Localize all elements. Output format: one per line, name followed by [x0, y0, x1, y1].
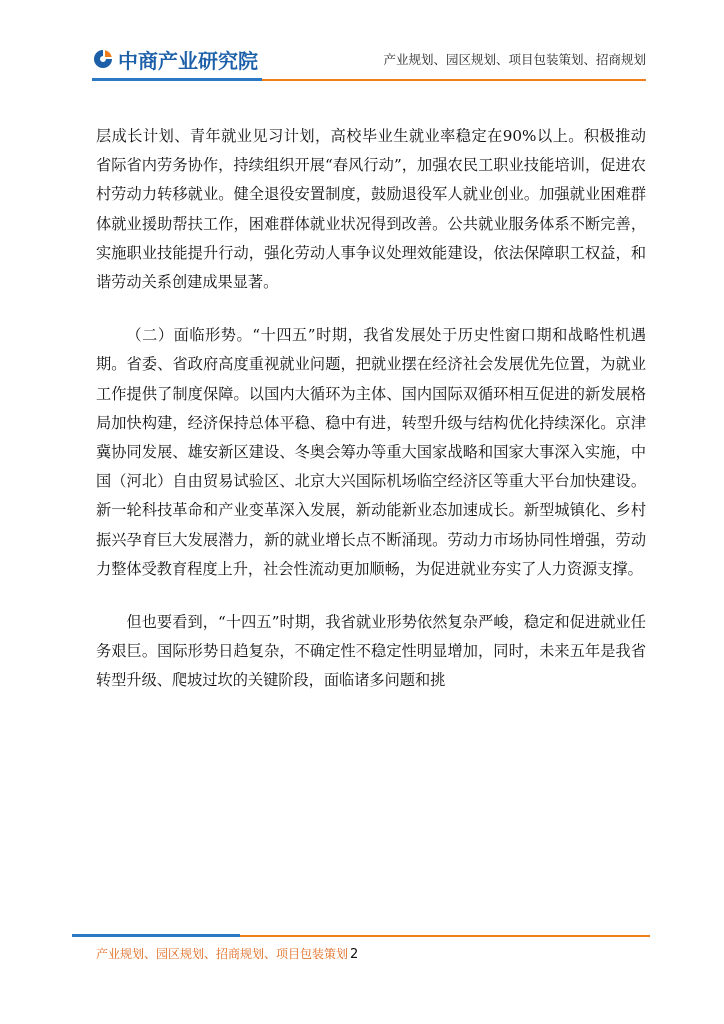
- page-header: [0, 0, 724, 90]
- paragraph-2: （二）面临形势。“十四五”时期，我省发展处于历史性窗口期和战略性机遇期。省委、省政府高度重视就业问题，把就业摆在经济社会发展优先位置，为就业工作提供了制度保障。以国内大循环为主体、国内国际双循环相互促进的新发展格局加快构建，经济保持总体平稳、稳中有进，转型升级与结构优化持续深化。京津冀协同发展、雄安新区建设、冬奥会筹办等重大国家战略和国家大事深入实施，中国（河北）自由贸易试验区、北京大兴国际机场临空经济区等重大平台加快建设。新一轮科技革命和产业变革深入发展，新动能新业态加速成长。新型城镇化、乡村振兴孕育巨大发展潜力，新的就业增长点不断涌现。劳动力市场协同性增强，劳动力整体受教育程度上升，社会性流动更加顺畅，为促进就业夯实了人力资源支撑。: [96, 326, 646, 578]
- page-footer: [96, 945, 358, 962]
- footer-rule-orange: [240, 935, 650, 937]
- footer-rule-blue: [72, 934, 240, 937]
- page-number: 2: [350, 947, 359, 962]
- header-rule-blue: [92, 78, 262, 81]
- document-body: [96, 122, 646, 720]
- header-tagline: 产业规划、园区规划、项目包装策划、招商规划: [383, 52, 646, 67]
- header-rule-orange: [262, 79, 646, 81]
- paragraph-3: 但也要看到，“十四五”时期，我省就业形势依然复杂严峻，稳定和促进就业任务艰巨。国际形势日趋复杂，不确定性不稳定性明显增加，同时，未来五年是我省转型升级、爬坡过坎的关键阶段，面临诸多问题和挑: [96, 613, 646, 690]
- cs-logo-icon: [92, 48, 114, 70]
- footer-tagline: 产业规划、园区规划、招商规划、项目包装策划: [96, 947, 349, 961]
- logo: [92, 44, 258, 74]
- paragraph-1: 层成长计划、青年就业见习计划，高校毕业生就业率稳定在90%以上。积极推动省际省内劳务协作，持续组织开展“春风行动”，加强农民工职业技能培训，促进农村劳动力转移就业。健全退役安置制度，鼓励退役军人就业创业。加强就业困难群体就业援助帮扶工作，困难群体就业状况得到改善。公共就业服务体系不断完善，实施职业技能提升行动，强化劳动人事争议处理效能建设，依法保障职工权益，和谐劳动关系创建成果显著。: [96, 127, 646, 292]
- logo-text: 中商产业研究院: [118, 48, 258, 73]
